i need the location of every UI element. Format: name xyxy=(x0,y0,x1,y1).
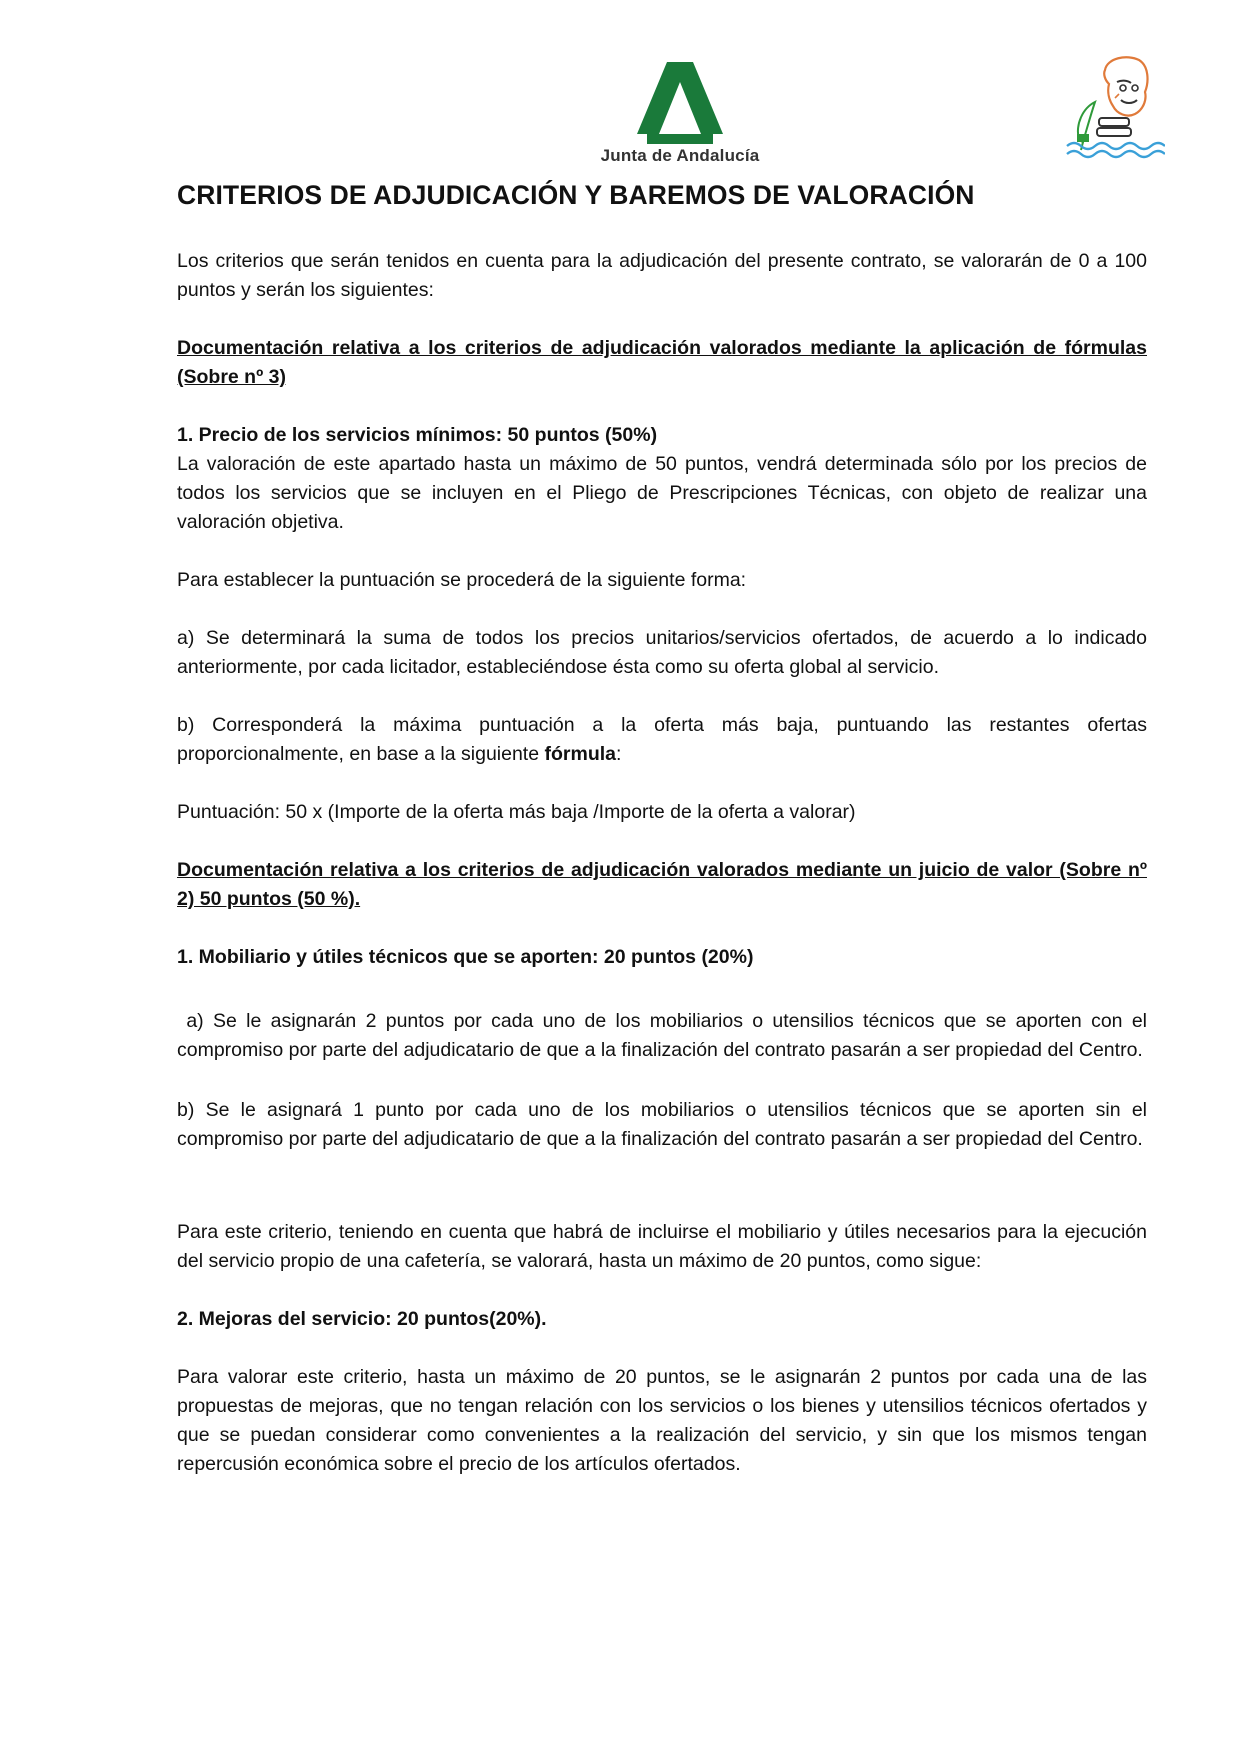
intro-paragraph: Los criterios que serán tenidos en cuenta para la adjudicación del presente contrato, se valorarán de 0 a 100 puntos y serán los siguientes: xyxy=(177,250,1147,301)
point-b-paragraph xyxy=(177,711,1147,769)
section2-heading: Documentación relativa a los criterios de adjudicación valorados mediante un juicio de valor (Sobre nº 2) 50 puntos (50 %). xyxy=(177,859,1147,910)
section2-item2-heading: 2. Mejoras del servicio: 20 puntos(20%). xyxy=(177,1308,547,1330)
section1-heading: Documentación relativa a los criterios de adjudicación valorados mediante la aplicación de fórmulas (Sobre nº 3) xyxy=(177,337,1147,388)
document-content xyxy=(177,180,1153,1479)
junta-de-andalucia-logo xyxy=(580,62,780,172)
junta-logo-icon xyxy=(637,62,723,144)
section1-item1-heading: 1. Precio de los servicios mínimos: 50 puntos (50%) xyxy=(177,424,658,446)
section2-item1-b: b) Se le asignará 1 punto por cada uno de los mobiliarios o utensilios técnicos que se aporten sin el compromiso por parte del adjudicatario de que a la finalización del contrato pasarán a ser propiedad del Centro. xyxy=(177,1099,1147,1150)
point-b-text: b) Corresponderá la máxima puntuación a la oferta más baja, puntuando las restantes ofertas proporcionalmente, en base a la siguiente xyxy=(177,714,1147,765)
formula-paragraph: Puntuación: 50 x (Importe de la oferta más baja /Importe de la oferta a valorar) xyxy=(177,801,856,823)
junta-logo-text: Junta de Andalucía xyxy=(600,146,760,165)
section2-item2-text: Para valorar este criterio, hasta un máximo de 20 puntos, se le asignarán 2 puntos por cada una de las propuestas de mejoras, que no tengan relación con los servicios o los bienes y utensilios técnicos ofertados y que se puedan considerar como convenientes a la realización del servicio, y sin que los mismos tengan repercusión económica sobre el precio de los artículos ofertados. xyxy=(177,1366,1147,1475)
school-logo xyxy=(1065,52,1165,167)
procedure-paragraph: Para establecer la puntuación se procederá de la siguiente forma: xyxy=(177,569,747,591)
point-a-paragraph: a) Se determinará la suma de todos los precios unitarios/servicios ofertados, de acuerdo a lo indicado anteriormente, por cada licitador, estableciéndose ésta como su oferta global al servicio. xyxy=(177,627,1147,678)
writer-portrait-books-waves-icon xyxy=(1065,52,1165,167)
document-title: CRITERIOS DE ADJUDICACIÓN Y BAREMOS DE VALORACIÓN xyxy=(177,180,975,210)
formula-word: fórmula xyxy=(544,743,617,765)
section2-item1-criterion: Para este criterio, teniendo en cuenta que habrá de incluirse el mobiliario y útiles necesarios para la ejecución del servicio propio de una cafetería, se valorará, hasta un máximo de 20 puntos, como sigue: xyxy=(177,1221,1147,1272)
point-b-colon: : xyxy=(616,743,622,765)
section1-item1-text: La valoración de este apartado hasta un máximo de 50 puntos, vendrá determinada sólo por los precios de todos los servicios que se incluyen en el Pliego de Prescripciones Técnicas, con objeto de realizar una valoración objetiva. xyxy=(177,453,1147,533)
section2-item1-a: a) Se le asignarán 2 puntos por cada uno de los mobiliarios o utensilios técnicos que se aporten con el compromiso por parte del adjudicatario de que a la finalización del contrato pasarán a ser propiedad del Centro. xyxy=(177,1010,1153,1061)
section2-item1-heading: 1. Mobiliario y útiles técnicos que se aporten: 20 puntos (20%) xyxy=(177,946,754,968)
